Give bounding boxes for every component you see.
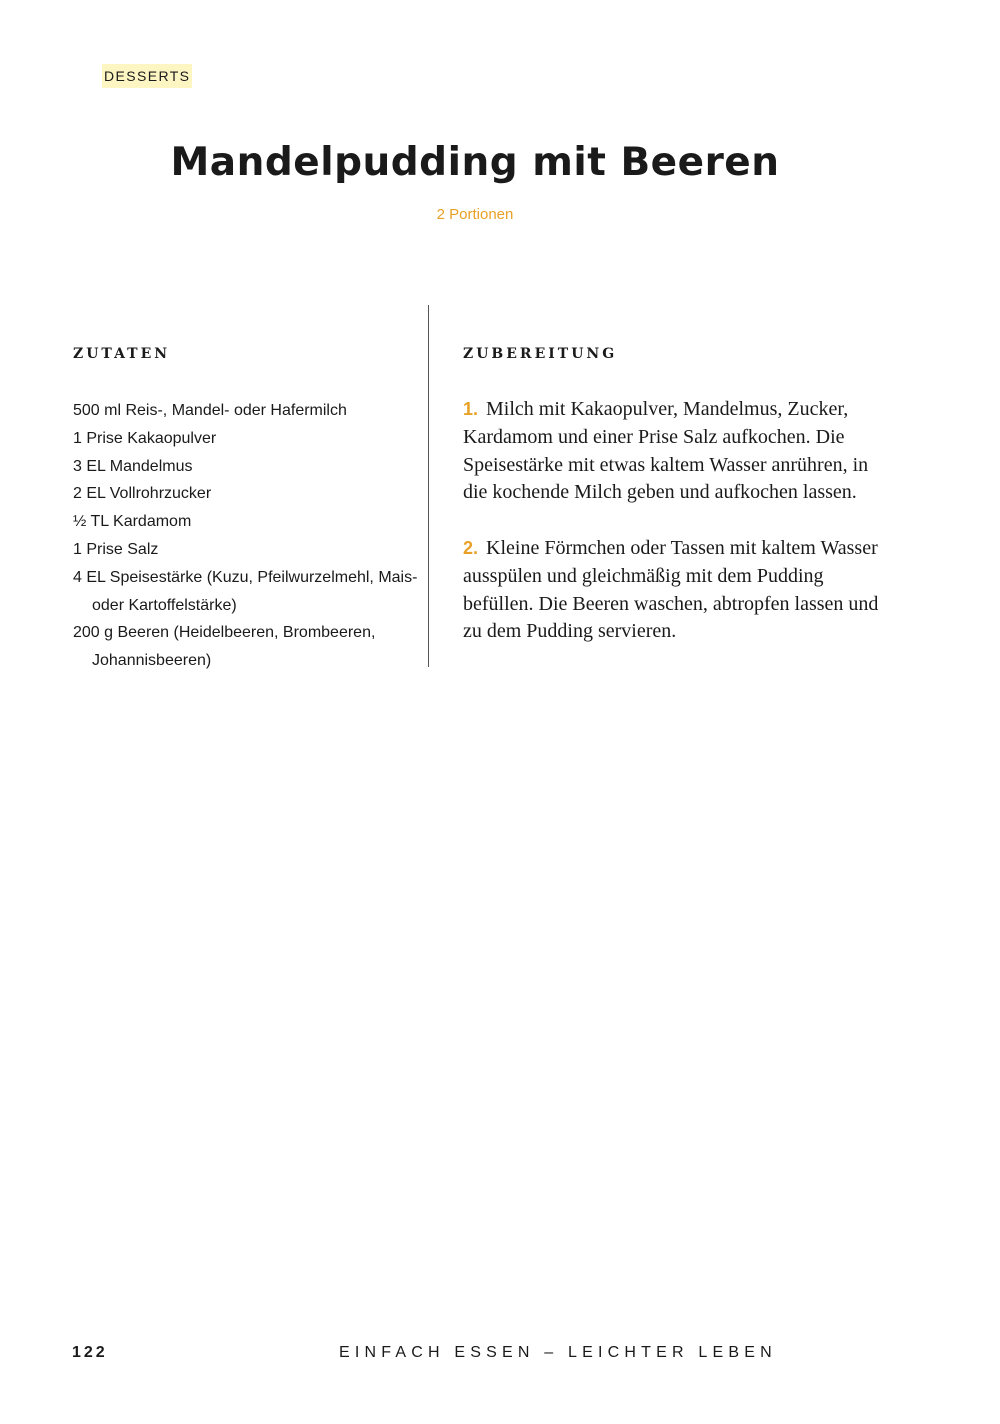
ingredient-item: 3 EL Mandelmus (73, 457, 193, 475)
recipe-title: Mandelpudding mit Beeren (170, 140, 780, 185)
step-number: 1. (463, 399, 479, 419)
ingredient-item: ½ TL Kardamom (73, 513, 192, 531)
step-text: Milch mit Kakaopulver, Mandelmus, Zucker, Kardamom und einer Prise Salz aufkochen. Die Speisestärke mit etwas kaltem Wasser anrühren, in die kochende Milch geben und aufkochen lassen. (463, 398, 869, 504)
ingredient-item: 4 EL Speisestärke (Kuzu, Pfeilwurzelmehl, Mais- oder Kartoffelstärke) (73, 568, 418, 614)
section-tag: DESSERTS (102, 64, 192, 88)
step-text: Kleine Förmchen oder Tassen mit kaltem Wasser ausspülen und gleichmäßig mit dem Pudding befüllen. Die Beeren waschen, abtropfen lassen und zu dem Pudding servieren. (463, 536, 879, 643)
column-divider (428, 305, 429, 667)
servings-label: 2 Portionen (436, 206, 514, 223)
preparation-step (463, 396, 883, 507)
preparation-heading: ZUBEREITUNG (463, 346, 618, 362)
ingredients-list (73, 397, 418, 675)
preparation-step (463, 535, 883, 646)
ingredients-heading: ZUTATEN (73, 346, 171, 362)
ingredient-item: 1 Prise Salz (73, 540, 159, 558)
ingredient-item: 500 ml Reis-, Mandel- oder Hafermilch (73, 402, 347, 419)
ingredient-item: 200 g Beeren (Heidelbeeren, Brombeeren, Johannisbeeren) (73, 624, 376, 670)
ingredient-item: 1 Prise Kakaopulver (73, 429, 217, 447)
ingredient-item: 2 EL Vollrohrzucker (73, 485, 212, 503)
step-number: 2. (463, 537, 479, 558)
preparation-steps (463, 396, 883, 674)
page-number: 122 (72, 1344, 108, 1361)
footer-book-title: EINFACH ESSEN – LEICHTER LEBEN (339, 1344, 777, 1361)
